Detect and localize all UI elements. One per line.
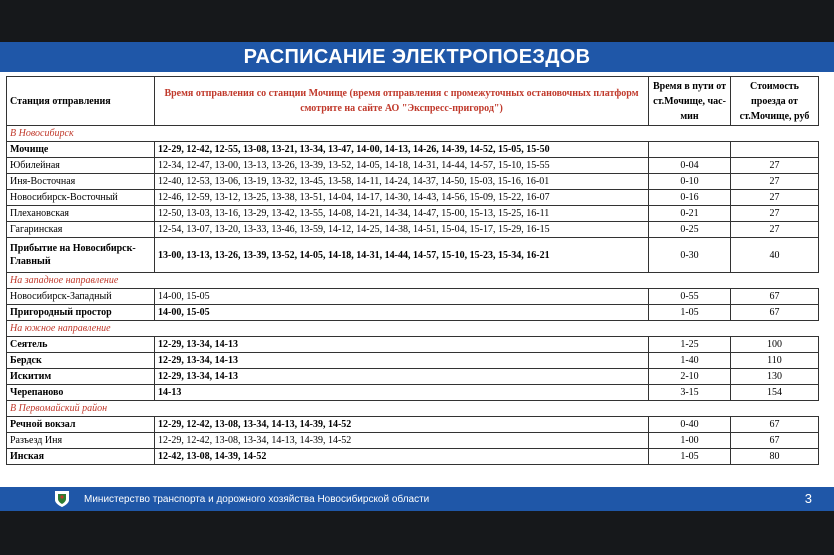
section-row bbox=[7, 321, 819, 337]
times-cell: 12-42, 13-08, 14-39, 14-52 bbox=[155, 449, 649, 465]
section-filler bbox=[731, 401, 819, 417]
cost-cell: 27 bbox=[731, 206, 819, 222]
times-cell: 12-40, 12-53, 13-06, 13-19, 13-32, 13-45, 13-58, 14-11, 14-24, 14-37, 14-50, 15-03, 15-16, 16-01 bbox=[155, 174, 649, 190]
cost-cell: 130 bbox=[731, 369, 819, 385]
times-cell: 12-29, 12-42, 13-08, 13-34, 14-13, 14-39, 14-52 bbox=[155, 433, 649, 449]
table-row bbox=[7, 353, 819, 369]
table-row bbox=[7, 190, 819, 206]
travel-time-cell: 1-05 bbox=[649, 449, 731, 465]
table-row bbox=[7, 289, 819, 305]
travel-time-cell: 3-15 bbox=[649, 385, 731, 401]
travel-time-cell: 0-55 bbox=[649, 289, 731, 305]
cost-cell: 110 bbox=[731, 353, 819, 369]
header-departure-time: Время отправления со станции Мочище (время отправления с промежуточных остановочных платформ смотрите на сайте АО "Экспресс-пригород") bbox=[155, 77, 649, 126]
station-cell: Гагаринская bbox=[7, 222, 155, 238]
times-cell: 14-13 bbox=[155, 385, 649, 401]
times-cell: 12-29, 13-34, 14-13 bbox=[155, 337, 649, 353]
station-cell: Плехановская bbox=[7, 206, 155, 222]
table-row bbox=[7, 158, 819, 174]
section-filler bbox=[731, 273, 819, 289]
station-cell: Черепаново bbox=[7, 385, 155, 401]
section-filler bbox=[731, 321, 819, 337]
section-row bbox=[7, 401, 819, 417]
cost-cell: 67 bbox=[731, 433, 819, 449]
table-row bbox=[7, 369, 819, 385]
cost-cell: 80 bbox=[731, 449, 819, 465]
table-row bbox=[7, 417, 819, 433]
travel-time-cell: 0-10 bbox=[649, 174, 731, 190]
footer-bar bbox=[0, 487, 834, 511]
travel-time-cell: 0-21 bbox=[649, 206, 731, 222]
times-cell: 12-46, 12-59, 13-12, 13-25, 13-38, 13-51, 14-04, 14-17, 14-30, 14-43, 14-56, 15-09, 15-22, 16-07 bbox=[155, 190, 649, 206]
travel-time-cell: 0-16 bbox=[649, 190, 731, 206]
section-filler bbox=[155, 273, 649, 289]
travel-time-cell bbox=[649, 142, 731, 158]
header-cost: Стоимость проезда от ст.Мочище, руб bbox=[731, 77, 819, 126]
table-row bbox=[7, 449, 819, 465]
schedule-body bbox=[7, 126, 819, 465]
times-cell: 13-00, 13-13, 13-26, 13-39, 13-52, 14-05, 14-18, 14-31, 14-44, 14-57, 15-10, 15-23, 15-34, 16-21 bbox=[155, 238, 649, 273]
header-station: Станция отправления bbox=[7, 77, 155, 126]
station-cell: Новосибирск-Восточный bbox=[7, 190, 155, 206]
station-cell: Речной вокзал bbox=[7, 417, 155, 433]
section-title: В Новосибирск bbox=[7, 126, 155, 142]
travel-time-cell: 1-00 bbox=[649, 433, 731, 449]
cost-cell: 40 bbox=[731, 238, 819, 273]
table-row bbox=[7, 142, 819, 158]
section-title: В Первомайский район bbox=[7, 401, 155, 417]
table-row bbox=[7, 385, 819, 401]
times-cell: 12-29, 12-42, 12-55, 13-08, 13-21, 13-34, 13-47, 14-00, 14-13, 14-26, 14-39, 14-52, 15-05, 15-50 bbox=[155, 142, 649, 158]
table-row bbox=[7, 238, 819, 273]
top-dark-band bbox=[0, 0, 834, 42]
station-cell: Иня-Восточная bbox=[7, 174, 155, 190]
table-row bbox=[7, 305, 819, 321]
cost-cell: 27 bbox=[731, 158, 819, 174]
times-cell: 12-29, 13-34, 14-13 bbox=[155, 353, 649, 369]
cost-cell: 67 bbox=[731, 289, 819, 305]
section-filler bbox=[731, 126, 819, 142]
cost-cell: 100 bbox=[731, 337, 819, 353]
cost-cell: 27 bbox=[731, 174, 819, 190]
travel-time-cell: 0-04 bbox=[649, 158, 731, 174]
table-row bbox=[7, 206, 819, 222]
cost-cell: 27 bbox=[731, 190, 819, 206]
times-cell: 14-00, 15-05 bbox=[155, 289, 649, 305]
section-filler bbox=[649, 401, 731, 417]
section-title: На западное направление bbox=[7, 273, 155, 289]
station-cell: Прибытие на Новосибирск-Главный bbox=[7, 238, 155, 273]
station-cell: Инская bbox=[7, 449, 155, 465]
station-cell: Разъезд Иня bbox=[7, 433, 155, 449]
station-cell: Искитим bbox=[7, 369, 155, 385]
table-row bbox=[7, 222, 819, 238]
travel-time-cell: 1-05 bbox=[649, 305, 731, 321]
table-row bbox=[7, 337, 819, 353]
travel-time-cell: 1-40 bbox=[649, 353, 731, 369]
travel-time-cell: 0-30 bbox=[649, 238, 731, 273]
travel-time-cell: 1-25 bbox=[649, 337, 731, 353]
table-row bbox=[7, 174, 819, 190]
coat-of-arms-icon bbox=[54, 490, 70, 508]
cost-cell: 27 bbox=[731, 222, 819, 238]
cost-cell: 67 bbox=[731, 305, 819, 321]
travel-time-cell: 2-10 bbox=[649, 369, 731, 385]
times-cell: 12-29, 13-34, 14-13 bbox=[155, 369, 649, 385]
section-filler bbox=[649, 126, 731, 142]
times-cell: 14-00, 15-05 bbox=[155, 305, 649, 321]
section-row bbox=[7, 126, 819, 142]
station-cell: Бердск bbox=[7, 353, 155, 369]
times-cell: 12-50, 13-03, 13-16, 13-29, 13-42, 13-55, 14-08, 14-21, 14-34, 14-47, 15-00, 15-13, 15-25, 16-11 bbox=[155, 206, 649, 222]
section-filler bbox=[649, 321, 731, 337]
section-title: На южное направление bbox=[7, 321, 155, 337]
header-travel-time: Время в пути от ст.Мочище, час-мин bbox=[649, 77, 731, 126]
cost-cell: 154 bbox=[731, 385, 819, 401]
station-cell: Юбилейная bbox=[7, 158, 155, 174]
section-row bbox=[7, 273, 819, 289]
schedule-sheet bbox=[0, 72, 834, 487]
station-cell: Мочище bbox=[7, 142, 155, 158]
section-filler bbox=[155, 321, 649, 337]
times-cell: 12-54, 13-07, 13-20, 13-33, 13-46, 13-59, 14-12, 14-25, 14-38, 14-51, 15-04, 15-17, 15-29, 16-15 bbox=[155, 222, 649, 238]
station-cell: Сеятель bbox=[7, 337, 155, 353]
section-filler bbox=[155, 401, 649, 417]
page-title: РАСПИСАНИЕ ЭЛЕКТРОПОЕЗДОВ bbox=[0, 42, 834, 72]
page-number: 3 bbox=[804, 491, 812, 506]
bottom-dark-band bbox=[0, 511, 834, 555]
section-filler bbox=[649, 273, 731, 289]
times-cell: 12-34, 12-47, 13-00, 13-13, 13-26, 13-39, 13-52, 14-05, 14-18, 14-31, 14-44, 14-57, 15-10, 15-55 bbox=[155, 158, 649, 174]
table-row bbox=[7, 433, 819, 449]
section-filler bbox=[155, 126, 649, 142]
cost-cell bbox=[731, 142, 819, 158]
station-cell: Пригородный простор bbox=[7, 305, 155, 321]
footer-ministry: Министерство транспорта и дорожного хозяйства Новосибирской области bbox=[84, 493, 430, 505]
travel-time-cell: 0-40 bbox=[649, 417, 731, 433]
travel-time-cell: 0-25 bbox=[649, 222, 731, 238]
cost-cell: 67 bbox=[731, 417, 819, 433]
schedule-table bbox=[6, 76, 819, 465]
times-cell: 12-29, 12-42, 13-08, 13-34, 14-13, 14-39, 14-52 bbox=[155, 417, 649, 433]
station-cell: Новосибирск-Западный bbox=[7, 289, 155, 305]
